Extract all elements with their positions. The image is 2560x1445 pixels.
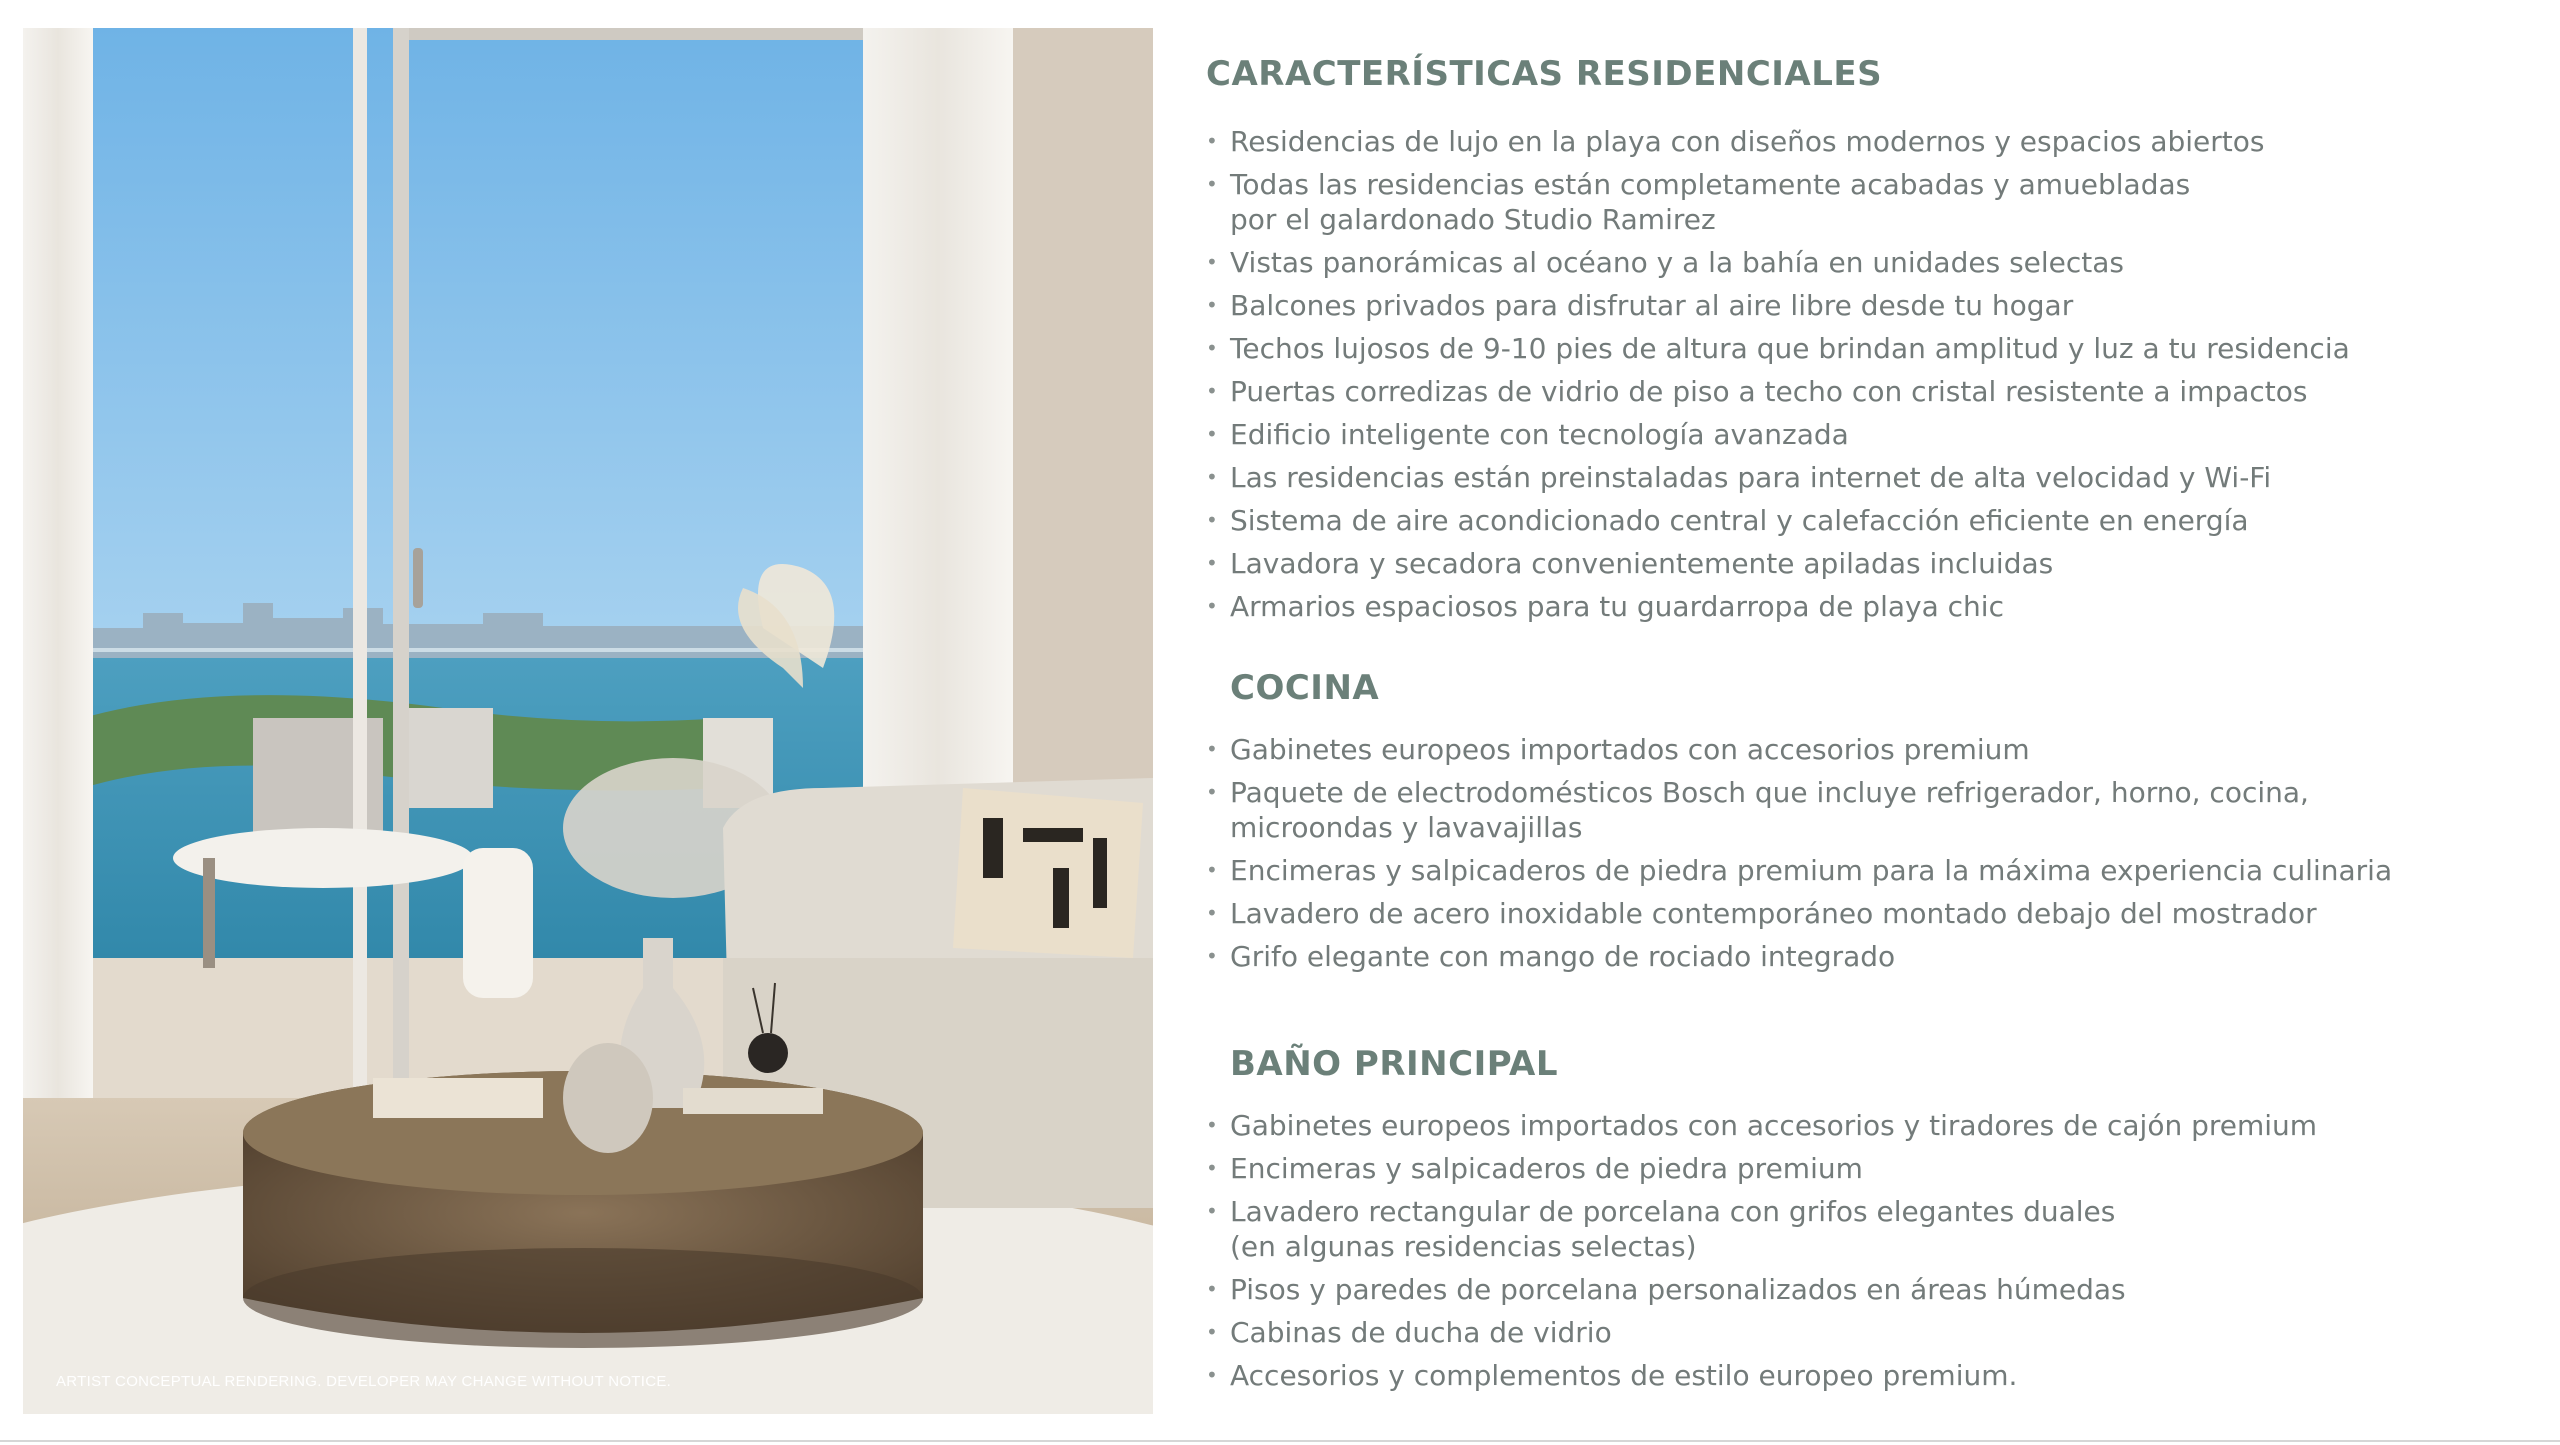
list-item: • Grifo elegante con mango de rociado integrado bbox=[1206, 939, 2392, 974]
list-item: • Residencias de lujo en la playa con diseños modernos y espacios abiertos bbox=[1206, 124, 2350, 159]
bottom-divider bbox=[0, 1440, 2560, 1442]
interior-rendering-image bbox=[23, 28, 1153, 1414]
master-bath-features-list bbox=[1206, 1108, 2317, 1401]
list-item: • Lavadora y secadora convenientemente apiladas incluidas bbox=[1206, 546, 2350, 581]
section-title-residential: CARACTERÍSTICAS RESIDENCIALES bbox=[1206, 54, 1883, 94]
residential-features-list bbox=[1206, 124, 2350, 632]
list-item: • Encimeras y salpicaderos de piedra premium para la máxima experiencia culinaria bbox=[1206, 853, 2392, 888]
list-item: • Encimeras y salpicaderos de piedra premium bbox=[1206, 1151, 2317, 1186]
list-item: • Puertas corredizas de vidrio de piso a techo con cristal resistente a impactos bbox=[1206, 374, 2350, 409]
living-room-illustration bbox=[23, 28, 1153, 1414]
image-caption: ARTIST CONCEPTUAL RENDERING. DEVELOPER MAY CHANGE WITHOUT NOTICE. bbox=[56, 1373, 672, 1390]
kitchen-features-list bbox=[1206, 732, 2392, 982]
list-item: • Pisos y paredes de porcelana personalizados en áreas húmedas bbox=[1206, 1272, 2317, 1307]
list-item: • Las residencias están preinstaladas para internet de alta velocidad y Wi-Fi bbox=[1206, 460, 2350, 495]
section-title-master-bath: BAÑO PRINCIPAL bbox=[1230, 1044, 1559, 1084]
list-item: • Balcones privados para disfrutar al aire libre desde tu hogar bbox=[1206, 288, 2350, 323]
list-item: • Gabinetes europeos importados con accesorios premium bbox=[1206, 732, 2392, 767]
list-item: • Lavadero de acero inoxidable contemporáneo montado debajo del mostrador bbox=[1206, 896, 2392, 931]
list-item: • Lavadero rectangular de porcelana con grifos elegantes duales (en algunas residencias selectas) bbox=[1206, 1194, 2130, 1264]
list-item: • Cabinas de ducha de vidrio bbox=[1206, 1315, 2317, 1350]
list-item: • Sistema de aire acondicionado central y calefacción eficiente en energía bbox=[1206, 503, 2350, 538]
list-item: • Edificio inteligente con tecnología avanzada bbox=[1206, 417, 2350, 452]
list-item: • Techos lujosos de 9-10 pies de altura que brindan amplitud y luz a tu residencia bbox=[1206, 331, 2350, 366]
list-item: • Accesorios y complementos de estilo europeo premium. bbox=[1206, 1358, 2317, 1393]
section-title-kitchen: COCINA bbox=[1230, 668, 1380, 708]
list-item: • Armarios espaciosos para tu guardarropa de playa chic bbox=[1206, 589, 2350, 624]
list-item: • Todas las residencias están completamente acabadas y amuebladas por el galardonado Studio Ramirez bbox=[1206, 167, 2230, 237]
list-item: • Paquete de electrodomésticos Bosch que incluye refrigerador, horno, cocina, microondas y lavavajillas bbox=[1206, 775, 2310, 845]
list-item: • Vistas panorámicas al océano y a la bahía en unidades selectas bbox=[1206, 245, 2350, 280]
list-item: • Gabinetes europeos importados con accesorios y tiradores de cajón premium bbox=[1206, 1108, 2317, 1143]
